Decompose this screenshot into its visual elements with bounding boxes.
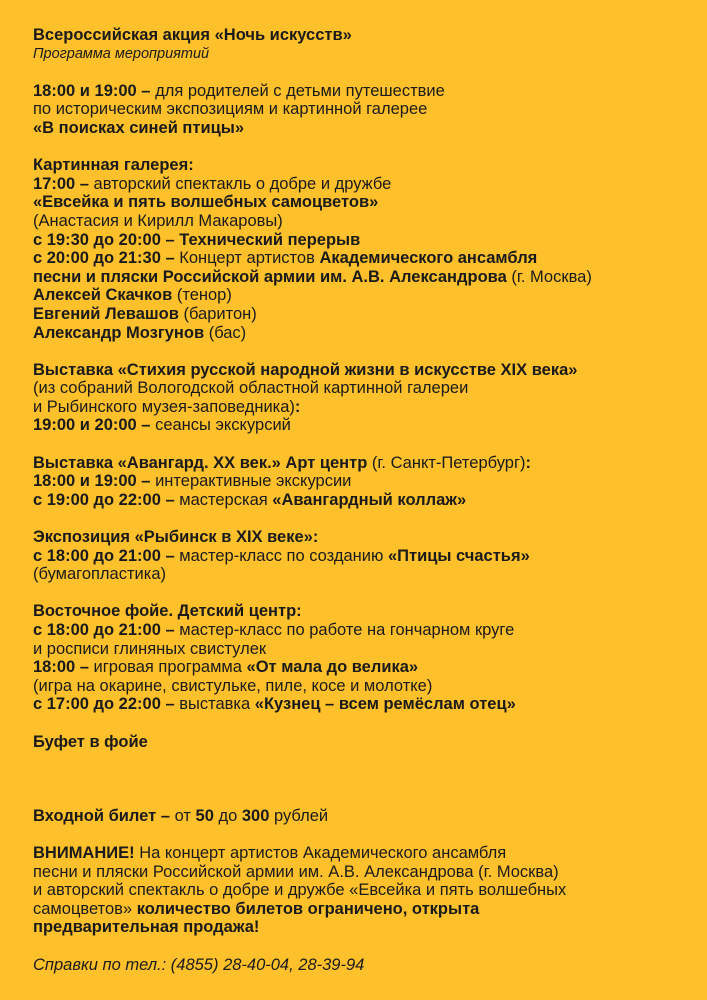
event-title: «Кузнец – всем ремёслам отец» [254, 695, 516, 714]
ticket-label: Входной билет – [33, 806, 170, 825]
event-time: с 18:00 до 21:00 – [33, 546, 175, 565]
performer-role: (баритон) [178, 304, 257, 323]
event-text: игровая программа [88, 658, 247, 677]
exhibit-2-title-line [33, 454, 683, 473]
performer-role: (бас) [204, 323, 247, 342]
concert-city: (г. Москва) [506, 267, 592, 286]
foyer-heading: Восточное фойе. Детский центр: [33, 602, 302, 621]
foyer-event-2-note: (игра на окарине, свистульке, пиле, косе и молотке) [33, 676, 433, 695]
page-title: Всероссийская акция «Ночь искусств» [33, 26, 352, 44]
intro-title: «В поисках синей птицы» [33, 118, 245, 137]
notice-text: самоцветов» [33, 899, 133, 918]
intro-line-1 [33, 82, 683, 101]
exhibit-2-event-1 [33, 472, 683, 491]
exhibit-3-title: Экспозиция «Рыбинск в XIX веке»: [33, 528, 319, 547]
gallery-event-1-authors: (Анастасия и Кирилл Макаровы) [33, 211, 283, 230]
performer-3 [33, 324, 683, 343]
notice-label: ВНИМАНИЕ! [33, 843, 135, 862]
ticket-price [33, 807, 683, 826]
notice-text: На концерт артистов Академического ансамбля [134, 843, 507, 862]
notice-line-1 [33, 844, 683, 863]
program-text [33, 26, 683, 974]
exhibit-1-time-line [33, 416, 683, 435]
concert-text: Концерт артистов [174, 249, 320, 268]
technical-break: с 19:30 до 20:00 – Технический перерыв [33, 230, 361, 249]
event-time: 17:00 – [33, 174, 89, 193]
gallery-event-1-title: «Евсейка и пять волшебных самоцветов» [33, 193, 379, 212]
exhibit-3-note: (бумагопластика) [33, 565, 167, 584]
exhibit-1-time: 19:00 и 20:00 – [33, 416, 151, 435]
event-text: выставка [174, 695, 255, 714]
performer-name: Александр Мозгунов [33, 323, 205, 342]
event-text: мастер-класс по созданию [174, 546, 388, 565]
event-time: с 17:00 до 22:00 – [33, 695, 175, 714]
event-title: «Птицы счастья» [387, 546, 530, 565]
exhibit-2-event-2 [33, 491, 683, 510]
foyer-event-1-cont: и росписи глиняных свистулек [33, 639, 267, 658]
exhibit-1-text: сеансы экскурсий [150, 416, 291, 435]
notice-line-2: песни и пляски Российской армии им. А.В. Александрова (г. Москва) [33, 862, 559, 881]
event-text: мастерская [174, 490, 273, 509]
gallery-event-1 [33, 175, 683, 194]
intro-text: для родителей с детьми путешествие [150, 81, 445, 100]
ticket-to: до [213, 806, 242, 825]
ticket-from: от [169, 806, 196, 825]
concert-ensemble-name: песни и пляски Российской армии им. А.В. Александрова [33, 267, 507, 286]
performer-name: Евгений Левашов [33, 304, 179, 323]
event-time: с 19:00 до 22:00 – [33, 490, 175, 509]
concert-time: с 20:00 до 21:30 – [33, 249, 175, 268]
exhibit-1-colon: : [294, 397, 301, 416]
page-subtitle: Программа мероприятий [33, 45, 210, 62]
event-text: интерактивные экскурсии [150, 472, 352, 491]
ticket-min: 50 [195, 806, 214, 825]
ticket-max: 300 [241, 806, 270, 825]
concert-ensemble: Академического ансамбля [319, 249, 538, 268]
notice-line-4 [33, 900, 683, 919]
event-time: с 18:00 до 21:00 – [33, 621, 175, 639]
event-title: «От мала до велика» [246, 658, 419, 677]
buffet-note: Буфет в фойе [33, 732, 148, 751]
exhibit-1-source-text: и Рыбинского музея-заповедника) [33, 397, 295, 416]
notice-emphasis: количество билетов ограничено, открыта [132, 899, 480, 918]
event-title: «Авангардный коллаж» [272, 490, 467, 509]
event-time: 18:00 и 19:00 – [33, 472, 151, 491]
exhibit-2-city: (г. Санкт-Петербург) [367, 453, 526, 472]
performer-name: Алексей Скачков [33, 286, 173, 305]
contact-phone: Справки по тел.: (4855) 28-40-04, 28-39-94 [33, 955, 365, 974]
exhibit-1-source-2 [33, 398, 683, 417]
concert-line-1 [33, 249, 683, 268]
intro-line-2: по историческим экспозициям и картинной галерее [33, 100, 428, 119]
event-time: 18:00 – [33, 658, 89, 677]
concert-line-2 [33, 268, 683, 287]
performer-2 [33, 305, 683, 324]
performer-1 [33, 286, 683, 305]
foyer-event-1 [33, 621, 683, 640]
ticket-currency: рублей [269, 806, 329, 825]
exhibit-1-title: Выставка «Стихия русской народной жизни в искусстве XIX века» [33, 360, 578, 379]
foyer-event-2 [33, 658, 683, 677]
foyer-event-3 [33, 695, 683, 714]
exhibit-3-event [33, 547, 683, 566]
notice-line-3: и авторский спектакль о добре и дружбе «Евсейка и пять волшебных [33, 881, 567, 900]
exhibit-1-source-1: (из собраний Вологодской областной картинной галереи [33, 379, 469, 398]
performer-role: (тенор) [172, 286, 232, 305]
notice-line-5: предварительная продажа! [33, 918, 260, 937]
gallery-heading: Картинная галерея: [33, 156, 194, 175]
event-text: мастер-класс по работе на гончарном круге [174, 621, 515, 639]
event-text: авторский спектакль о добре и дружбе [88, 174, 392, 193]
intro-time: 18:00 и 19:00 – [33, 81, 151, 100]
exhibit-2-colon: : [525, 453, 531, 472]
exhibit-2-title: Выставка «Авангард. XX век.» Арт центр [33, 453, 368, 472]
